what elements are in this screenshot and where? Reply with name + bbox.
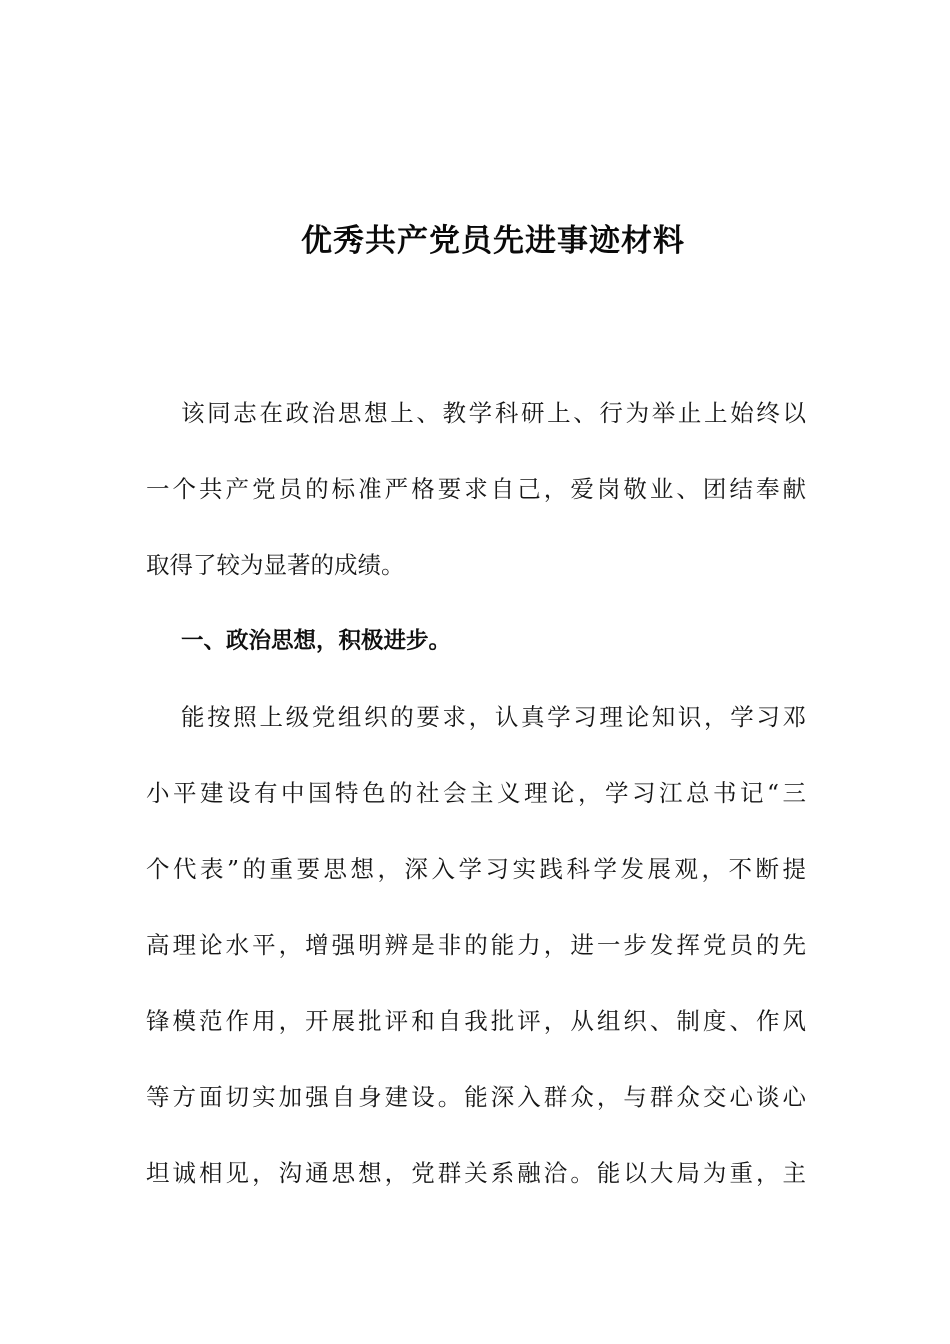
intro-line-3: 取得了较为显著的成绩。 — [146, 551, 405, 579]
section-heading-political-thought: 一、政治思想，积极进步。 — [181, 628, 452, 654]
document-title: 优秀共产党员先进事迹材料 — [301, 223, 685, 259]
body-line-6: 等方面切实加强自身建设。能深入群众，与群众交心谈心 — [146, 1083, 806, 1111]
body-line-4: 高理论水平，增强明辨是非的能力，进一步发挥党员的先 — [146, 931, 806, 959]
intro-line-1: 该同志在政治思想上、教学科研上、行为举止上始终以 — [181, 399, 806, 427]
intro-line-2: 一个共产党员的标准严格要求自己，爱岗敬业、团结奉献 — [146, 475, 806, 503]
body-line-5: 锋模范作用，开展批评和自我批评，从组织、制度、作风 — [146, 1007, 806, 1035]
body-line-1: 能按照上级党组织的要求，认真学习理论知识，学习邓 — [181, 703, 806, 731]
body-line-3: 个代表”的重要思想，深入学习实践科学发展观，不断提 — [146, 855, 806, 883]
body-line-7: 坦诚相见，沟通思想，党群关系融洽。能以大局为重，主 — [146, 1159, 806, 1187]
body-line-2: 小平建设有中国特色的社会主义理论，学习江总书记“三 — [146, 779, 806, 807]
